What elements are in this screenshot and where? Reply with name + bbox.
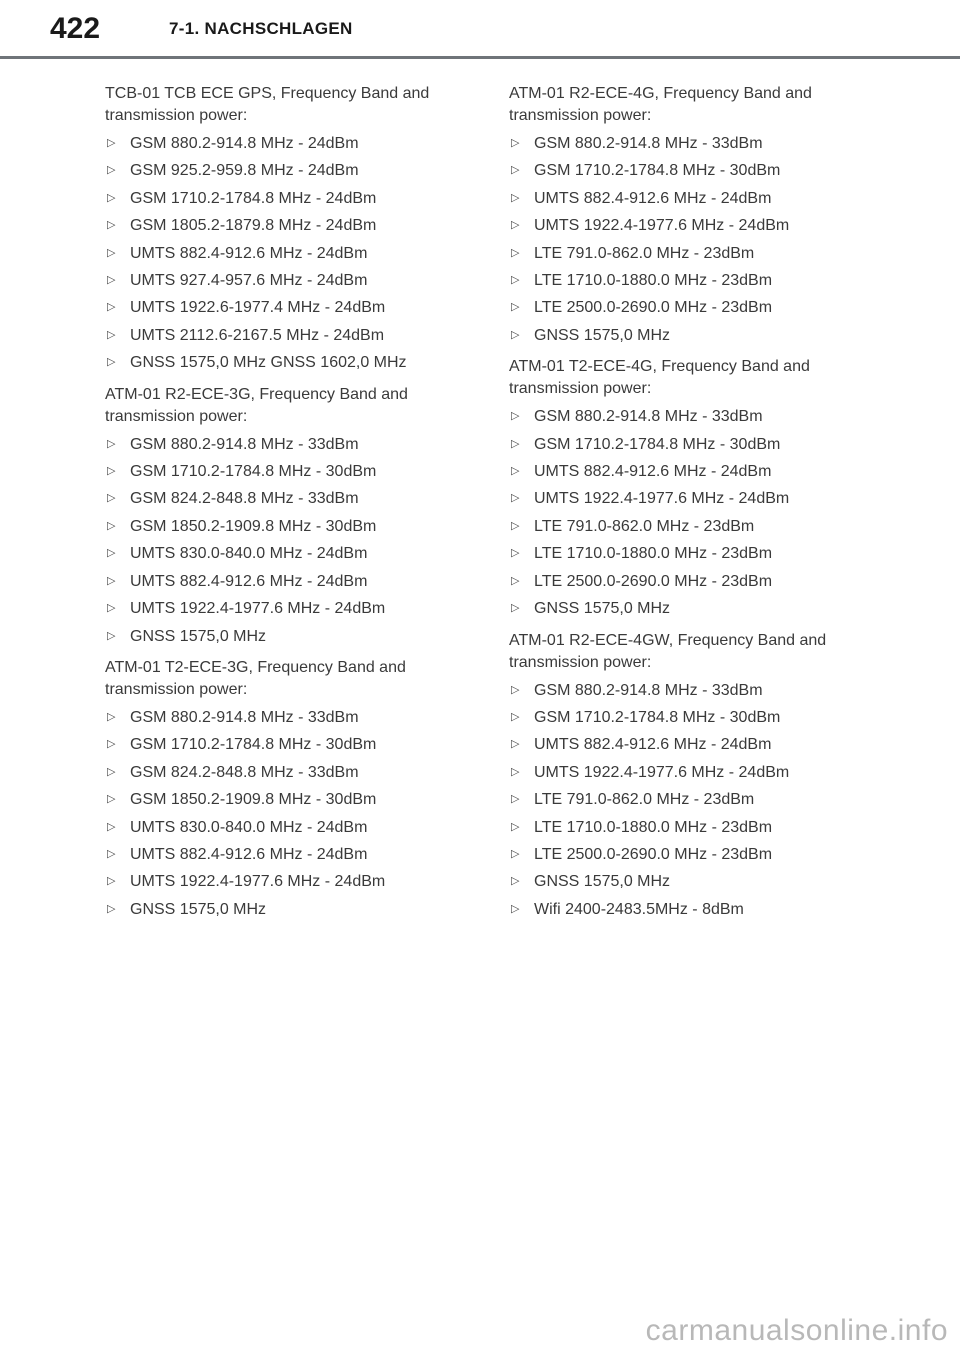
- triangle-bullet-icon: ▷: [107, 492, 116, 505]
- list-item: [509, 814, 869, 841]
- list-item: [105, 240, 465, 267]
- triangle-bullet-icon: ▷: [511, 519, 520, 532]
- triangle-bullet-icon: ▷: [107, 710, 116, 723]
- triangle-bullet-icon: ▷: [511, 847, 520, 860]
- list-item-text: LTE 1710.0-1880.0 MHz - 23dBm: [534, 272, 773, 290]
- triangle-bullet-icon: ▷: [107, 246, 116, 259]
- list-item-text: GSM 880.2-914.8 MHz - 33dBm: [130, 435, 359, 453]
- spec-block-heading: TCB-01 TCB ECE GPS, Frequency Band and transmission power:: [105, 85, 430, 124]
- list-item: [509, 868, 869, 895]
- spec-list: [105, 704, 465, 923]
- list-item-text: GSM 1805.2-1879.8 MHz - 24dBm: [130, 217, 377, 235]
- triangle-bullet-icon: ▷: [107, 301, 116, 314]
- triangle-bullet-icon: ▷: [511, 683, 520, 696]
- triangle-bullet-icon: ▷: [511, 793, 520, 806]
- list-item-text: GNSS 1575,0 MHz: [534, 600, 671, 618]
- list-item-text: LTE 791.0-862.0 MHz - 23dBm: [534, 517, 755, 535]
- list-item: [105, 786, 465, 813]
- triangle-bullet-icon: ▷: [107, 274, 116, 287]
- list-item: [105, 868, 465, 895]
- list-item-text: LTE 2500.0-2690.0 MHz - 23dBm: [534, 572, 773, 590]
- list-item: [509, 731, 869, 758]
- list-item: [105, 431, 465, 458]
- list-item: [509, 322, 869, 349]
- list-item-text: GSM 1710.2-1784.8 MHz - 30dBm: [534, 708, 781, 726]
- triangle-bullet-icon: ▷: [107, 191, 116, 204]
- spec-list: [509, 130, 869, 349]
- triangle-bullet-icon: ▷: [511, 710, 520, 723]
- triangle-bullet-icon: ▷: [511, 492, 520, 505]
- list-item: [105, 157, 465, 184]
- list-item-text: UMTS 882.4-912.6 MHz - 24dBm: [534, 463, 772, 481]
- triangle-bullet-icon: ▷: [511, 219, 520, 232]
- list-item-text: UMTS 1922.4-1977.6 MHz - 24dBm: [534, 763, 790, 781]
- list-item: [509, 212, 869, 239]
- triangle-bullet-icon: ▷: [511, 301, 520, 314]
- list-item-text: GNSS 1575,0 MHz: [534, 873, 671, 891]
- list-item: [105, 458, 465, 485]
- triangle-bullet-icon: ▷: [511, 246, 520, 259]
- triangle-bullet-icon: ▷: [511, 274, 520, 287]
- list-item: [509, 568, 869, 595]
- list-item-text: GSM 880.2-914.8 MHz - 33dBm: [534, 408, 763, 426]
- list-item: [105, 704, 465, 731]
- list-item-text: GSM 824.2-848.8 MHz - 33dBm: [130, 763, 359, 781]
- list-item: [509, 431, 869, 458]
- watermark: carmanualsonline.info: [645, 1314, 948, 1347]
- triangle-bullet-icon: ▷: [107, 602, 116, 615]
- list-item: [509, 595, 869, 622]
- triangle-bullet-icon: ▷: [107, 629, 116, 642]
- list-item: [105, 731, 465, 758]
- triangle-bullet-icon: ▷: [107, 437, 116, 450]
- triangle-bullet-icon: ▷: [511, 765, 520, 778]
- header-divider: [0, 56, 960, 59]
- spec-list: [105, 130, 465, 377]
- list-item-text: LTE 2500.0-2690.0 MHz - 23dBm: [534, 845, 773, 863]
- list-item: [509, 240, 869, 267]
- list-item: [105, 896, 465, 923]
- list-item: [509, 896, 869, 923]
- list-item: [509, 185, 869, 212]
- list-item-text: GNSS 1575,0 MHz GNSS 1602,0 MHz: [130, 354, 407, 372]
- list-item-text: LTE 1710.0-1880.0 MHz - 23dBm: [534, 818, 773, 836]
- list-item: [509, 841, 869, 868]
- triangle-bullet-icon: ▷: [511, 547, 520, 560]
- list-item-text: LTE 2500.0-2690.0 MHz - 23dBm: [534, 299, 773, 317]
- triangle-bullet-icon: ▷: [511, 820, 520, 833]
- list-item-text: GSM 925.2-959.8 MHz - 24dBm: [130, 162, 359, 180]
- triangle-bullet-icon: ▷: [107, 219, 116, 232]
- list-item: [105, 130, 465, 157]
- list-item-text: UMTS 882.4-912.6 MHz - 24dBm: [130, 572, 368, 590]
- triangle-bullet-icon: ▷: [107, 465, 116, 478]
- triangle-bullet-icon: ▷: [107, 137, 116, 149]
- triangle-bullet-icon: ▷: [107, 547, 116, 560]
- list-item: [105, 349, 465, 376]
- page-number: 422: [50, 12, 101, 45]
- list-item-text: Wifi 2400-2483.5MHz - 8dBm: [534, 900, 744, 918]
- list-item-text: UMTS 1922.4-1977.6 MHz - 24dBm: [534, 490, 790, 508]
- list-item-text: GNSS 1575,0 MHz: [130, 900, 267, 918]
- list-item: [105, 623, 465, 650]
- list-item: [105, 294, 465, 321]
- list-item-text: LTE 1710.0-1880.0 MHz - 23dBm: [534, 545, 773, 563]
- list-item-text: UMTS 2112.6-2167.5 MHz - 24dBm: [130, 326, 385, 344]
- list-item: [509, 677, 869, 704]
- spec-list: [509, 403, 869, 622]
- list-item-text: GSM 1710.2-1784.8 MHz - 30dBm: [534, 162, 781, 180]
- list-item-text: UMTS 882.4-912.6 MHz - 24dBm: [130, 244, 368, 262]
- list-item: [105, 513, 465, 540]
- list-item: [509, 759, 869, 786]
- list-item-text: LTE 791.0-862.0 MHz - 23dBm: [534, 244, 755, 262]
- spec-block-heading: ATM-01 R2-ECE-4GW, Frequency Band and transmission power:: [509, 631, 827, 671]
- list-item-text: UMTS 882.4-912.6 MHz - 24dBm: [534, 736, 772, 754]
- list-item-text: UMTS 830.0-840.0 MHz - 24dBm: [130, 818, 368, 836]
- triangle-bullet-icon: ▷: [107, 820, 116, 833]
- list-item: [105, 814, 465, 841]
- list-item-text: GSM 880.2-914.8 MHz - 24dBm: [130, 135, 359, 152]
- triangle-bullet-icon: ▷: [107, 164, 116, 177]
- left-column: [105, 83, 465, 930]
- list-item-text: GSM 880.2-914.8 MHz - 33dBm: [130, 708, 359, 726]
- list-item-text: UMTS 1922.4-1977.6 MHz - 24dBm: [534, 217, 790, 235]
- triangle-bullet-icon: ▷: [107, 875, 116, 888]
- triangle-bullet-icon: ▷: [511, 164, 520, 177]
- triangle-bullet-icon: ▷: [107, 328, 116, 341]
- triangle-bullet-icon: ▷: [107, 519, 116, 532]
- list-item: [509, 267, 869, 294]
- list-item-text: GSM 1850.2-1909.8 MHz - 30dBm: [130, 791, 377, 809]
- list-item: [509, 786, 869, 813]
- triangle-bullet-icon: ▷: [107, 793, 116, 806]
- triangle-bullet-icon: ▷: [511, 574, 520, 587]
- list-item: [509, 513, 869, 540]
- spec-block-heading: ATM-01 R2-ECE-4G, Frequency Band and transmission power:: [509, 85, 812, 124]
- triangle-bullet-icon: ▷: [511, 191, 520, 204]
- list-item-text: GSM 1710.2-1784.8 MHz - 30dBm: [534, 435, 781, 453]
- list-item: [105, 485, 465, 512]
- triangle-bullet-icon: ▷: [107, 356, 116, 369]
- list-item: [509, 485, 869, 512]
- list-item: [509, 403, 869, 430]
- list-item: [105, 595, 465, 622]
- triangle-bullet-icon: ▷: [511, 902, 520, 915]
- list-item: [509, 294, 869, 321]
- spec-list: [105, 431, 465, 650]
- list-item-text: GNSS 1575,0 MHz: [534, 326, 671, 344]
- list-item: [509, 458, 869, 485]
- list-item: [105, 540, 465, 567]
- list-item-text: GSM 1850.2-1909.8 MHz - 30dBm: [130, 517, 377, 535]
- list-item-text: GSM 1710.2-1784.8 MHz - 30dBm: [130, 463, 377, 481]
- list-item: [105, 267, 465, 294]
- list-item: [105, 759, 465, 786]
- list-item-text: GSM 880.2-914.8 MHz - 33dBm: [534, 681, 763, 699]
- list-item: [509, 130, 869, 157]
- list-item-text: GSM 880.2-914.8 MHz - 33dBm: [534, 135, 763, 152]
- triangle-bullet-icon: ▷: [511, 328, 520, 341]
- triangle-bullet-icon: ▷: [107, 738, 116, 751]
- list-item: [105, 322, 465, 349]
- list-item: [509, 704, 869, 731]
- triangle-bullet-icon: ▷: [511, 410, 520, 423]
- triangle-bullet-icon: ▷: [511, 602, 520, 615]
- triangle-bullet-icon: ▷: [107, 902, 116, 915]
- triangle-bullet-icon: ▷: [107, 574, 116, 587]
- spec-block-heading: ATM-01 R2-ECE-3G, Frequency Band and transmission power:: [105, 385, 408, 425]
- list-item: [509, 157, 869, 184]
- triangle-bullet-icon: ▷: [511, 437, 520, 450]
- list-item-text: UMTS 830.0-840.0 MHz - 24dBm: [130, 545, 368, 563]
- list-item-text: GSM 1710.2-1784.8 MHz - 30dBm: [130, 736, 377, 754]
- triangle-bullet-icon: ▷: [107, 765, 116, 778]
- list-item: [105, 212, 465, 239]
- spec-block-heading: ATM-01 T2-ECE-4G, Frequency Band and transmission power:: [509, 358, 810, 398]
- triangle-bullet-icon: ▷: [511, 137, 520, 149]
- list-item-text: UMTS 1922.4-1977.6 MHz - 24dBm: [130, 873, 386, 891]
- list-item-text: LTE 791.0-862.0 MHz - 23dBm: [534, 791, 755, 809]
- triangle-bullet-icon: ▷: [107, 847, 116, 860]
- section-title: 7-1. NACHSCHLAGEN: [169, 19, 353, 38]
- list-item: [105, 841, 465, 868]
- list-item-text: UMTS 882.4-912.6 MHz - 24dBm: [534, 189, 772, 207]
- list-item-text: GSM 824.2-848.8 MHz - 33dBm: [130, 490, 359, 508]
- list-item: [509, 540, 869, 567]
- list-item-text: UMTS 1922.4-1977.6 MHz - 24dBm: [130, 600, 386, 618]
- list-item-text: UMTS 882.4-912.6 MHz - 24dBm: [130, 845, 368, 863]
- spec-list: [509, 677, 869, 924]
- list-item-text: UMTS 1922.6-1977.4 MHz - 24dBm: [130, 299, 386, 317]
- right-column: [509, 83, 869, 930]
- spec-block-heading: ATM-01 T2-ECE-3G, Frequency Band and transmission power:: [105, 658, 406, 698]
- triangle-bullet-icon: ▷: [511, 465, 520, 478]
- triangle-bullet-icon: ▷: [511, 875, 520, 888]
- list-item-text: GSM 1710.2-1784.8 MHz - 24dBm: [130, 189, 377, 207]
- list-item-text: GNSS 1575,0 MHz: [130, 627, 267, 645]
- list-item-text: UMTS 927.4-957.6 MHz - 24dBm: [130, 272, 368, 290]
- list-item: [105, 568, 465, 595]
- triangle-bullet-icon: ▷: [511, 738, 520, 751]
- list-item: [105, 185, 465, 212]
- page-header: [0, 0, 960, 58]
